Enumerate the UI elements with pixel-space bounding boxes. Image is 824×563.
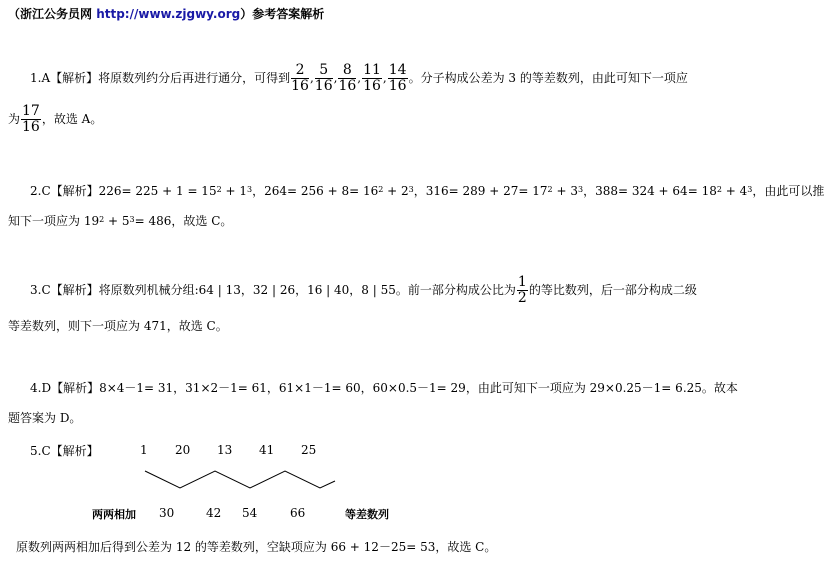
q5-bottom-4: 66 [290,506,306,520]
q1-answer-frac: $\frac{17}{16}$ [22,103,40,135]
q1-sep: , [309,71,314,85]
q5-bottom-2: 42 [206,506,222,520]
q1-frac-1: $\frac{2}{16}$ [291,62,309,94]
q5-top-5: 25 [301,443,317,457]
q1-tail: 。分子构成公差为 3 的等差数列，由此可知下一项应 [408,71,688,85]
q5-top-2: 20 [175,443,191,457]
q5-label: 5.C【解析】 [30,444,99,458]
q5-bottom-1: 30 [159,506,175,520]
q5-top-4: 41 [259,443,275,457]
q4-line2: 题答案为 D。 [8,411,82,425]
q5-left-label: 两两相加 [92,508,136,521]
q3-frac: $\frac{1}{2}$ [517,274,527,306]
q1-line2 [8,104,102,135]
q4-line1: 4.D【解析】8×4－1= 31，31×2－1= 61，61×1－1= 60，60×0.5－1= 29，由此可知下一项应为 29×0.25－1= 6.25。故本 [30,381,738,395]
q1-frac-5: $\frac{14}{16}$ [388,62,407,94]
q5-bottom-3: 54 [242,506,258,520]
q3-tail: 的等比数列，后一部分构成二级 [528,283,697,297]
q5-zigzag [140,466,340,496]
q1-line1 [30,63,688,94]
header [8,5,324,22]
q1-sep: , [333,71,338,85]
q1-lead: 1.A【解析】将原数列约分后再进行通分，可得到 [30,71,291,85]
header-url[interactable]: http://www.zjgwy.org [96,7,241,21]
q5-conclusion: 原数列两两相加后得到公差为 12 的等差数列，空缺项应为 66 + 12－25= 53，故选 C。 [16,540,497,554]
q1-line2-post: ，故选 A。 [41,112,103,126]
q5-right-label: 等差数列 [345,508,389,521]
q1-frac-3: $\frac{8}{16}$ [338,62,357,94]
q1-sep: , [357,71,362,85]
q5-top-1: 1 [140,443,148,457]
q3-lead: 3.C【解析】将原数列机械分组:64 | 13，32 | 26，16 | 40，8 | 55。前一部分构成公比为 [30,283,516,297]
header-prefix: （浙江公务员网 [8,7,97,21]
q3-line1 [30,275,697,306]
q3-line2: 等差数列，则下一项应为 471，故选 C。 [8,319,228,333]
q1-frac-4: $\frac{11}{16}$ [363,62,381,94]
q5-zigzag-line [145,471,335,488]
q1-frac-2: $\frac{5}{16}$ [314,62,333,94]
q2-line2: 知下一项应为 $19^2 + 5^3= 486$，故选 C。 [8,214,233,228]
header-suffix: ）参考答案解析 [240,7,325,21]
q1-line2-pre: 为 [8,112,21,126]
q1-sep: , [382,71,387,85]
q5-top-3: 13 [217,443,233,457]
q2-line1: 2.C【解析】$226= 225 + 1 = 15^2 + 1^3$，$264= 256 + 8= 16^2 + 2^3$，$316= 289 + 27= 17^2 + 3^3$，$388= 324 + 64= 18^2 + 4^3$，由此可以推 [30,184,824,198]
